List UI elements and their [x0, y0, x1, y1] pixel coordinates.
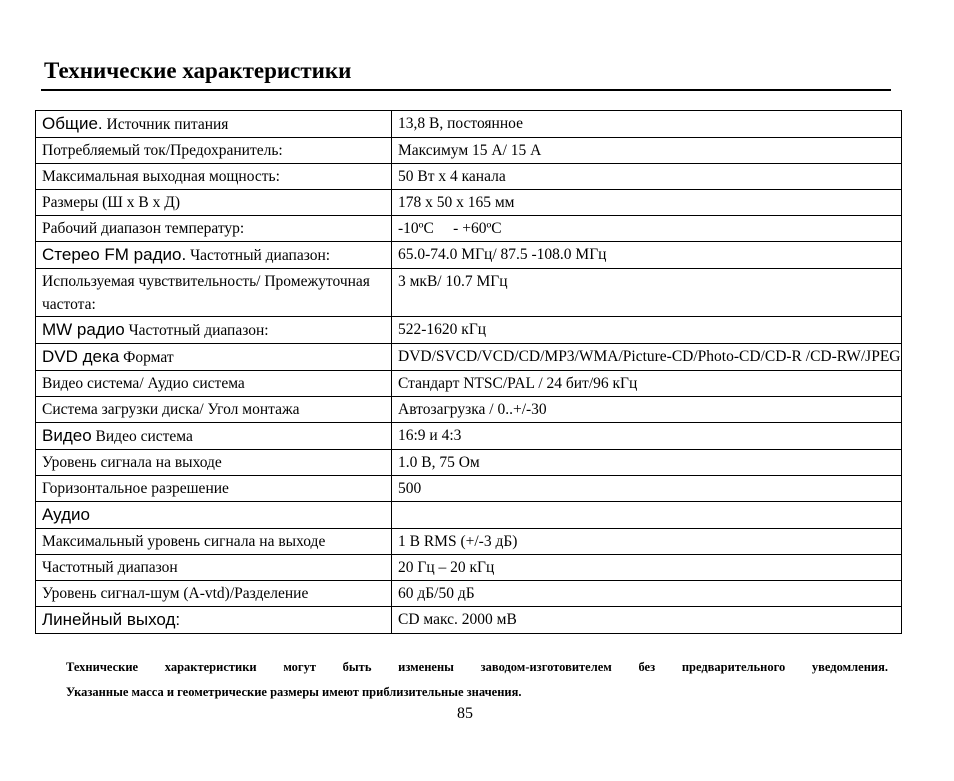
table-row	[36, 111, 902, 138]
spec-label-cell	[36, 423, 392, 450]
spec-value: Максимум 15 А/ 15 А	[392, 138, 902, 164]
table-row	[36, 502, 902, 529]
page-number: 85	[457, 705, 473, 722]
spec-label: Видео система/ Аудио система	[36, 371, 392, 397]
spec-label: Максимальная выходная мощность:	[36, 164, 392, 190]
table-row	[36, 242, 902, 269]
table-row	[36, 607, 902, 634]
spec-label: Система загрузки диска/ Угол монтажа	[36, 397, 392, 423]
spec-value: 50 Вт x 4 канала	[392, 164, 902, 190]
spec-table	[35, 110, 902, 634]
spec-label: Уровень сигнала на выходе	[36, 450, 392, 476]
section-heading: Стерео FM радио.	[42, 245, 187, 264]
section-heading: Видео	[42, 426, 92, 445]
spec-label-cell	[36, 502, 392, 529]
table-row	[36, 164, 902, 190]
section-heading: Аудио	[42, 505, 90, 524]
spec-label: Формат	[119, 349, 174, 366]
spec-label: Потребляемый ток/Предохранитель:	[36, 138, 392, 164]
spec-label: Видео система	[91, 428, 193, 445]
spec-value: 13,8 В, постоянное	[392, 111, 902, 138]
table-row	[36, 581, 902, 607]
table-row	[36, 190, 902, 216]
section-heading: DVD дека	[42, 347, 120, 366]
spec-value: 16:9 и 4:3	[392, 423, 902, 450]
spec-label: Частотный диапазон:	[186, 247, 331, 264]
spec-value: Стандарт NTSC/PAL / 24 бит/96 кГц	[392, 371, 902, 397]
spec-value: -10ºC - +60ºC	[392, 216, 902, 242]
spec-label-cell	[36, 242, 392, 269]
spec-value: 1.0 В, 75 Ом	[392, 450, 902, 476]
spec-label: Источник питания	[102, 116, 229, 133]
spec-value: 20 Гц – 20 кГц	[392, 555, 902, 581]
page-title: Технические характеристики	[44, 58, 352, 83]
section-heading: Линейный выход	[42, 610, 176, 629]
spec-value: 1 В RMS (+/-3 дБ)	[392, 529, 902, 555]
table-row	[36, 423, 902, 450]
spec-label-cell	[36, 111, 392, 138]
spec-value: 522-1620 кГц	[392, 317, 902, 344]
spec-label: :	[175, 610, 181, 629]
spec-label: Горизонтальное разрешение	[36, 476, 392, 502]
table-row	[36, 371, 902, 397]
spec-label-cell	[36, 317, 392, 344]
table-row	[36, 138, 902, 164]
table-row	[36, 476, 902, 502]
spec-label: Максимальный уровень сигнала на выходе	[36, 529, 392, 555]
spec-label: Уровень сигнал-шум (A-vtd)/Разделение	[36, 581, 392, 607]
spec-value: DVD/SVCD/VCD/CD/MP3/WMA/Picture-CD/Photo-CD/CD-R /CD-RW/JPEG	[392, 344, 902, 371]
table-row	[36, 317, 902, 344]
spec-value: 500	[392, 476, 902, 502]
table-row	[36, 529, 902, 555]
disclaimer-note: Технические характеристики могут быть изменены заводом-изготовителем без предварительного уведомления.	[66, 660, 888, 674]
spec-label: Рабочий диапазон температур:	[36, 216, 392, 242]
table-row	[36, 269, 902, 317]
table-row	[36, 216, 902, 242]
section-heading: MW радио	[42, 320, 125, 339]
spec-value: 60 дБ/50 дБ	[392, 581, 902, 607]
table-row	[36, 397, 902, 423]
title-underline	[41, 89, 891, 91]
spec-label: Размеры (Ш x В x Д)	[36, 190, 392, 216]
table-row	[36, 450, 902, 476]
spec-label-cell	[36, 344, 392, 371]
spec-value: CD макс. 2000 мВ	[392, 607, 902, 634]
spec-value: Автозагрузка / 0..+/-30	[392, 397, 902, 423]
spec-value	[392, 502, 902, 529]
spec-value: 3 мкВ/ 10.7 МГц	[392, 269, 902, 317]
spec-label: Частотный диапазон:	[124, 322, 269, 339]
approximation-note: Указанные масса и геометрические размеры имеют приблизительные значения.	[66, 685, 522, 699]
table-row	[36, 344, 902, 371]
spec-label-cell	[36, 607, 392, 634]
spec-label: Используемая чувствительность/ Промежуточная частота:	[36, 269, 392, 317]
spec-label: Частотный диапазон	[36, 555, 392, 581]
section-heading: Общие.	[42, 114, 103, 133]
spec-value: 178 x 50 x 165 мм	[392, 190, 902, 216]
spec-value: 65.0-74.0 МГц/ 87.5 -108.0 МГц	[392, 242, 902, 269]
table-row	[36, 555, 902, 581]
